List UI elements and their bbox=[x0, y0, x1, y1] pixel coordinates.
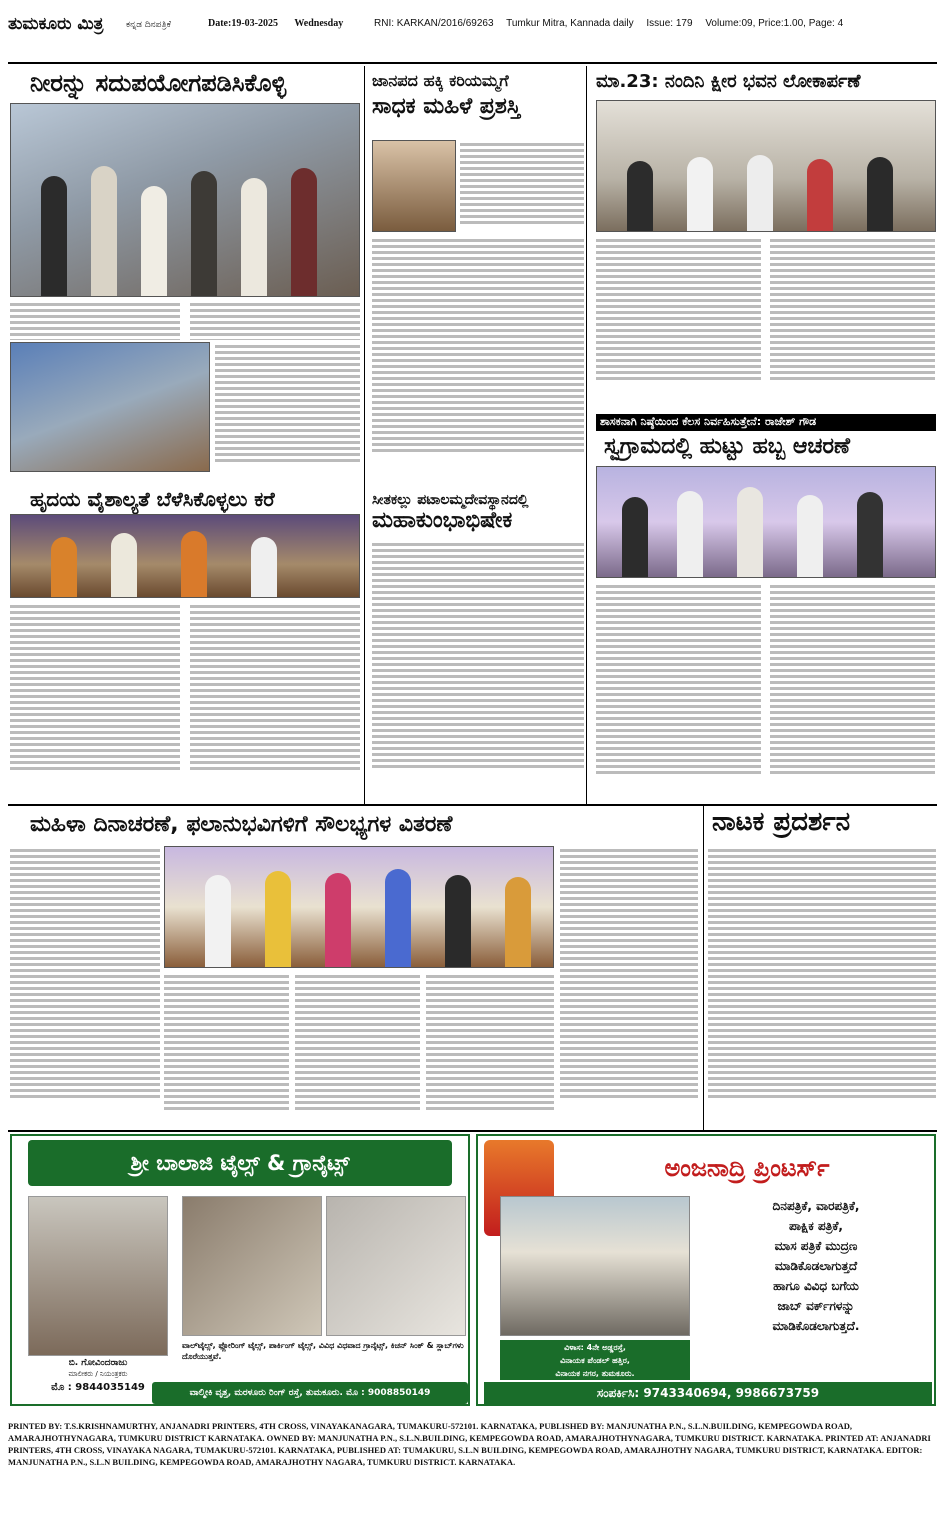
service-line: ಜಾಬ್ ವರ್ಕ್‌ಗಳನ್ನು bbox=[777, 1299, 855, 1313]
paper-name: Tumkur Mitra, Kannada daily bbox=[506, 18, 634, 29]
service-line: ಮಾಡಿಕೊಡಲಾಗುತ್ತದೆ bbox=[774, 1259, 858, 1273]
column-rule bbox=[364, 66, 365, 804]
article-body bbox=[372, 236, 584, 482]
column-rule bbox=[703, 806, 704, 1130]
headline: ನಾಟಕ ಪ್ರದರ್ಶನ bbox=[712, 807, 851, 837]
article-body bbox=[190, 300, 360, 340]
showroom-photo bbox=[326, 1196, 466, 1336]
advertisement-anjanadri-printers bbox=[476, 1134, 936, 1406]
article-body bbox=[10, 602, 180, 802]
article-body bbox=[460, 140, 584, 232]
article-body bbox=[215, 342, 360, 472]
weekday: Wednesday bbox=[294, 18, 344, 29]
address-line: ವಿನಾಯಕ ನಗರ, ತುಮಕೂರು. bbox=[555, 1369, 635, 1378]
headline: ಹೃದಯ ವೈಶಾಲ್ಯತೆ ಬೆಳೆಸಿಕೊಳ್ಳಲು ಕರೆ bbox=[30, 487, 275, 511]
portrait-photo bbox=[372, 140, 456, 232]
service-line: ಮಾಸ ಪತ್ರಿಕೆ ಮುದ್ರಣ bbox=[774, 1239, 858, 1253]
imprint-footer: PRINTED BY: T.S.KRISHNAMURTHY, ANJANADRI PRINTERS, 4TH CROSS, VINAYAKANAGARA, TUMAKURU-572101. KARNATAKA, PUBLISHED BY: MANJUNATHA P.N., S.L.N.BUILDING, KEMPEGOWDA ROAD, AMARAJHOTHYNAGARA, TUMKURU DISTRICT KARNATAKA. OWNED BY: MANJUNATHA P.N., S.L.N.BUILDING, KEMPEGOWDA ROAD, AMARAJHOTHYNAGARA, TUMKURU DISTRICT. KARNATAKA. PRINTED AT: ANJANADRI PRINTERS, 4TH CROSS, VINAYAKA NAGARA, TUMAKURU-572101. KARNATAKA, PUBLISHED AT: TUMAKURU, S.L.N BUILDING, KEMPEGOWDA ROAD, AMARAJHOTHY NAGARA, TUMKURU DISTRICT, KARNATAKA. EDITOR: MANJUNATHA P.N., S.L.N BUILDING, KEMPEGOWDA ROAD, AMARAJHOTHY NAGARA, TUMKURU DISTRICT. KARNATAKA. bbox=[8, 1421, 931, 1467]
news-photo bbox=[164, 846, 554, 968]
masthead bbox=[8, 8, 937, 64]
article-body bbox=[190, 602, 360, 802]
article-body bbox=[770, 236, 935, 406]
headline: ಸ್ವಗ್ರಾಮದಲ್ಲಿ ಹುಟ್ಟು ಹಬ್ಬ ಆಚರಣೆ bbox=[604, 434, 851, 459]
article-body bbox=[372, 540, 584, 802]
service-line: ಮಾಡಿಕೊಡಲಾಗುತ್ತದೆ. bbox=[772, 1319, 860, 1333]
article-body bbox=[295, 972, 420, 1126]
headline: ಜಾನಪದ ಹಕ್ಕಿ ಕರಿಯಮ್ಮಗೆ bbox=[372, 71, 509, 90]
owner-role: ಮಾಲೀಕರು / ನಿಯಂತ್ರಕರು bbox=[68, 1370, 128, 1378]
owner-photo bbox=[28, 1196, 168, 1356]
article-body bbox=[596, 236, 761, 406]
headline-line-2: ಮಹಾಕುಂಭಾಭಿಷೇಕ bbox=[372, 508, 513, 533]
owner-name: ಬಿ. ಗೋವಿಂದರಾಜು bbox=[68, 1358, 128, 1368]
news-photo bbox=[10, 103, 360, 297]
column-rule bbox=[586, 66, 587, 804]
ad-contact: ಸಂಪರ್ಕಿಸಿ: 9743340694, 9986673759 bbox=[484, 1382, 932, 1404]
article-body bbox=[426, 972, 554, 1126]
ad-address: ವಾಲ್ಮೀಕಿ ವೃತ್ತ, ಮರಳೂರು ರಿಂಗ್ ರಸ್ತೆ, ತುಮಕೂರು. ಮೊ : 9008850149 bbox=[152, 1382, 468, 1404]
date: Date:19-03-2025 bbox=[208, 18, 278, 29]
ad-services: ವಾಲ್‌ಟೈಲ್ಸ್, ಫ್ಲೋರಿಂಗ್ ಟೈಲ್ಸ್, ಪಾರ್ಕಿಂಗ್ ಟೈಲ್ಸ್, ವಿವಿಧ ವಿಧವಾದ ಗ್ರಾನೈಟ್ಸ್, ಕಿಚನ್ ಸಿಂಕ್ & ಸ್ಲಾಬ್‌ಗಳು ದೊರೆಯುತ್ತವೆ. bbox=[182, 1341, 464, 1361]
news-photo bbox=[596, 466, 936, 578]
shop-photo bbox=[500, 1196, 690, 1336]
headline: ಸೀತಕಲ್ಲು ಪಟಾಲಮ್ಮದೇವಸ್ಥಾನದಲ್ಲಿ bbox=[372, 492, 529, 508]
headline: ನೀರನ್ನು ಸದುಪಯೋಗಪಡಿಸಿಕೊಳ್ಳಿ bbox=[30, 69, 287, 97]
showroom-photo bbox=[182, 1196, 322, 1336]
headline: ಮಹಿಳಾ ದಿನಾಚರಣೆ, ಫಲಾನುಭವಿಗಳಿಗೆ ಸೌಲಭ್ಯಗಳ ವಿತರಣೆ bbox=[30, 812, 453, 837]
article-body bbox=[10, 300, 180, 340]
service-line: ಪಾಕ್ಷಿಕ ಪತ್ರಿಕೆ, bbox=[789, 1219, 843, 1233]
ad-address bbox=[500, 1340, 690, 1380]
ad-title: ಅಂಜನಾದ್ರಿ ಪ್ರಿಂಟರ್ಸ್ bbox=[562, 1146, 932, 1190]
rni-line bbox=[374, 18, 853, 29]
service-line: ದಿನಪತ್ರಿಕೆ, ವಾರಪತ್ರಿಕೆ, bbox=[772, 1199, 860, 1213]
service-line: ಹಾಗೂ ವಿವಿಧ ಬಗೆಯ bbox=[773, 1279, 859, 1293]
issue-number: Issue: 179 bbox=[646, 18, 693, 29]
address-line: ವಿನಾಯಕ ಪೆಂಡಲ್ ಹತ್ತಿರ, bbox=[560, 1356, 630, 1365]
volume-price: Volume:09, Price:1.00, Page: 4 bbox=[705, 18, 844, 29]
article-body bbox=[560, 846, 698, 1126]
article-body bbox=[708, 846, 936, 1126]
newspaper-logo: ತುಮಕೂರು ಮಿತ್ರ bbox=[8, 14, 104, 34]
section-rule bbox=[8, 1130, 937, 1132]
article-body bbox=[596, 582, 761, 802]
news-photo bbox=[10, 514, 360, 598]
date-line bbox=[208, 18, 357, 29]
advertisement-balaji-tiles bbox=[10, 1134, 470, 1406]
section-rule bbox=[8, 804, 937, 806]
address-line: ವಿಳಾಸ: 4ನೇ ಅಡ್ಡರಸ್ತೆ, bbox=[564, 1343, 626, 1352]
headline-line-2: ಸಾಧಕ ಮಹಿಳೆ ಪ್ರಶಸ್ತಿ bbox=[372, 94, 521, 119]
news-photo bbox=[10, 342, 210, 472]
owner-phone: ಮೊ : 9844035149 bbox=[51, 1382, 145, 1393]
logo-subtitle: ಕನ್ನಡ ದಿನಪತ್ರಿಕೆ bbox=[126, 20, 172, 30]
headline: ಮಾ.23: ನಂದಿನಿ ಕ್ಷೀರ ಭವನ ಲೋಕಾರ್ಪಣೆ bbox=[596, 71, 861, 92]
article-body bbox=[770, 582, 935, 802]
ad-title: ಶ್ರೀ ಬಾಲಾಜಿ ಟೈಲ್ಸ್ & ಗ್ರಾನೈಟ್ಸ್ bbox=[28, 1140, 452, 1186]
news-photo bbox=[596, 100, 936, 232]
article-body bbox=[10, 846, 160, 1126]
article-body bbox=[164, 972, 289, 1126]
rni-number: RNI: KARKAN/2016/69263 bbox=[374, 18, 494, 29]
ad-services bbox=[700, 1196, 932, 1336]
article-kicker: ಶಾಸಕನಾಗಿ ನಿಷ್ಠೆಯಿಂದ ಕೆಲಸ ನಿರ್ವಹಿಸುತ್ತೇನೆ: ರಾಜೇಶ್ ಗೌಡ bbox=[596, 414, 936, 431]
